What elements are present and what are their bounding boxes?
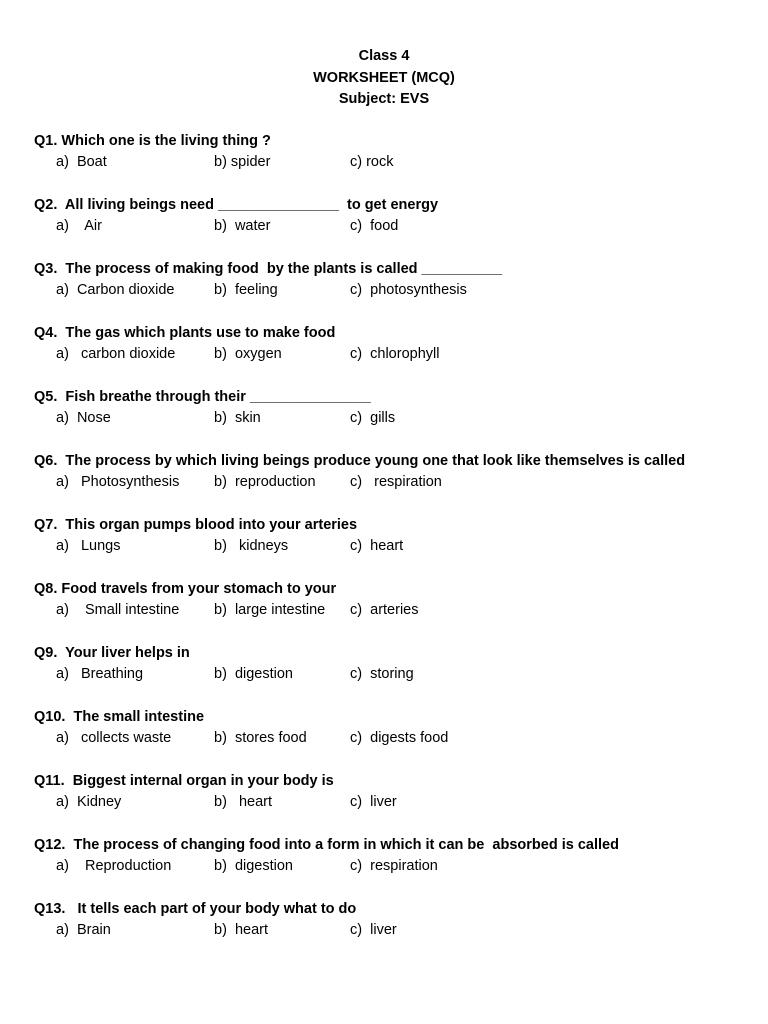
question-text: Q6. The process by which living beings produce young one that look like themselves is called bbox=[34, 453, 686, 469]
option-b: b) stores food bbox=[214, 730, 307, 746]
options-row bbox=[34, 153, 754, 171]
question-4 bbox=[34, 324, 754, 363]
option-a: a) Reproduction bbox=[56, 858, 172, 874]
options-row bbox=[34, 409, 754, 427]
question-text: Q2. All living beings need _______________ to get energy bbox=[34, 197, 439, 213]
option-b: b) heart bbox=[214, 922, 268, 938]
options-row bbox=[34, 729, 754, 747]
question-5 bbox=[34, 388, 754, 427]
options-row bbox=[34, 921, 754, 939]
options-row bbox=[34, 665, 754, 683]
question-text: Q5. Fish breathe through their _______________ bbox=[34, 389, 371, 405]
class-label: Class 4 bbox=[358, 48, 410, 64]
option-c: c) heart bbox=[350, 538, 404, 554]
question-10 bbox=[34, 708, 754, 747]
question-text: Q1. Which one is the living thing ? bbox=[34, 133, 271, 149]
question-9 bbox=[34, 644, 754, 683]
option-c: c) storing bbox=[350, 666, 414, 682]
option-a: a) Air bbox=[56, 218, 102, 234]
option-c: c) arteries bbox=[350, 602, 419, 618]
option-c: c) gills bbox=[350, 410, 396, 426]
option-b: b) oxygen bbox=[214, 346, 282, 362]
option-c: c) chlorophyll bbox=[350, 346, 440, 362]
option-b: b) heart bbox=[214, 794, 273, 810]
options-row bbox=[34, 793, 754, 811]
option-c: c) liver bbox=[350, 794, 397, 810]
option-b: b) large intestine bbox=[214, 602, 326, 618]
question-text: Q7. This organ pumps blood into your arteries bbox=[34, 517, 358, 533]
subject-label: Subject: EVS bbox=[338, 91, 430, 107]
option-a: a) Brain bbox=[56, 922, 111, 938]
option-b: b) kidneys bbox=[214, 538, 289, 554]
option-c: c) digests food bbox=[350, 730, 449, 746]
options-row bbox=[34, 345, 754, 363]
option-a: a) Lungs bbox=[56, 538, 121, 554]
question-2 bbox=[34, 196, 754, 235]
options-row bbox=[34, 537, 754, 555]
question-text: Q12. The process of changing food into a form in which it can be absorbed is called bbox=[34, 837, 619, 853]
option-a: a) Boat bbox=[56, 154, 107, 170]
question-text: Q4. The gas which plants use to make food bbox=[34, 325, 336, 341]
option-b: b) skin bbox=[214, 410, 261, 426]
option-a: a) Small intestine bbox=[56, 602, 180, 618]
option-c: c) respiration bbox=[350, 858, 438, 874]
option-b: b) feeling bbox=[214, 282, 278, 298]
option-a: a) carbon dioxide bbox=[56, 346, 176, 362]
question-6 bbox=[34, 452, 754, 491]
options-row bbox=[34, 473, 754, 491]
question-13 bbox=[34, 900, 754, 939]
worksheet-header bbox=[0, 46, 768, 111]
question-12 bbox=[34, 836, 754, 875]
option-a: a) Breathing bbox=[56, 666, 144, 682]
question-8 bbox=[34, 580, 754, 619]
option-b: b) reproduction bbox=[214, 474, 316, 490]
question-text: Q11. Biggest internal organ in your body is bbox=[34, 773, 334, 789]
options-row bbox=[34, 601, 754, 619]
option-b: b) water bbox=[214, 218, 271, 234]
option-b: b) spider bbox=[214, 154, 271, 170]
question-text: Q3. The process of making food by the plants is called __________ bbox=[34, 261, 503, 277]
question-1 bbox=[34, 132, 754, 171]
option-b: b) digestion bbox=[214, 858, 293, 874]
option-a: a) Carbon dioxide bbox=[56, 282, 175, 298]
question-text: Q10. The small intestine bbox=[34, 709, 205, 725]
question-7 bbox=[34, 516, 754, 555]
worksheet-title: WORKSHEET (MCQ) bbox=[313, 69, 455, 86]
question-text: Q13. It tells each part of your body what to do bbox=[34, 901, 357, 917]
options-row bbox=[34, 217, 754, 235]
option-a: a) Kidney bbox=[56, 794, 122, 810]
options-row bbox=[34, 857, 754, 875]
question-11 bbox=[34, 772, 754, 811]
question-3 bbox=[34, 260, 754, 299]
option-c: c) rock bbox=[350, 154, 394, 170]
option-c: c) food bbox=[350, 218, 399, 234]
question-text: Q8. Food travels from your stomach to your bbox=[34, 581, 337, 597]
option-c: c) photosynthesis bbox=[350, 282, 467, 298]
option-b: b) digestion bbox=[214, 666, 293, 682]
option-a: a) Nose bbox=[56, 410, 111, 426]
option-a: a) Photosynthesis bbox=[56, 474, 180, 490]
options-row bbox=[34, 281, 754, 299]
option-a: a) collects waste bbox=[56, 730, 172, 746]
option-c: c) liver bbox=[350, 922, 397, 938]
question-text: Q9. Your liver helps in bbox=[34, 645, 190, 661]
option-c: c) respiration bbox=[350, 474, 442, 490]
